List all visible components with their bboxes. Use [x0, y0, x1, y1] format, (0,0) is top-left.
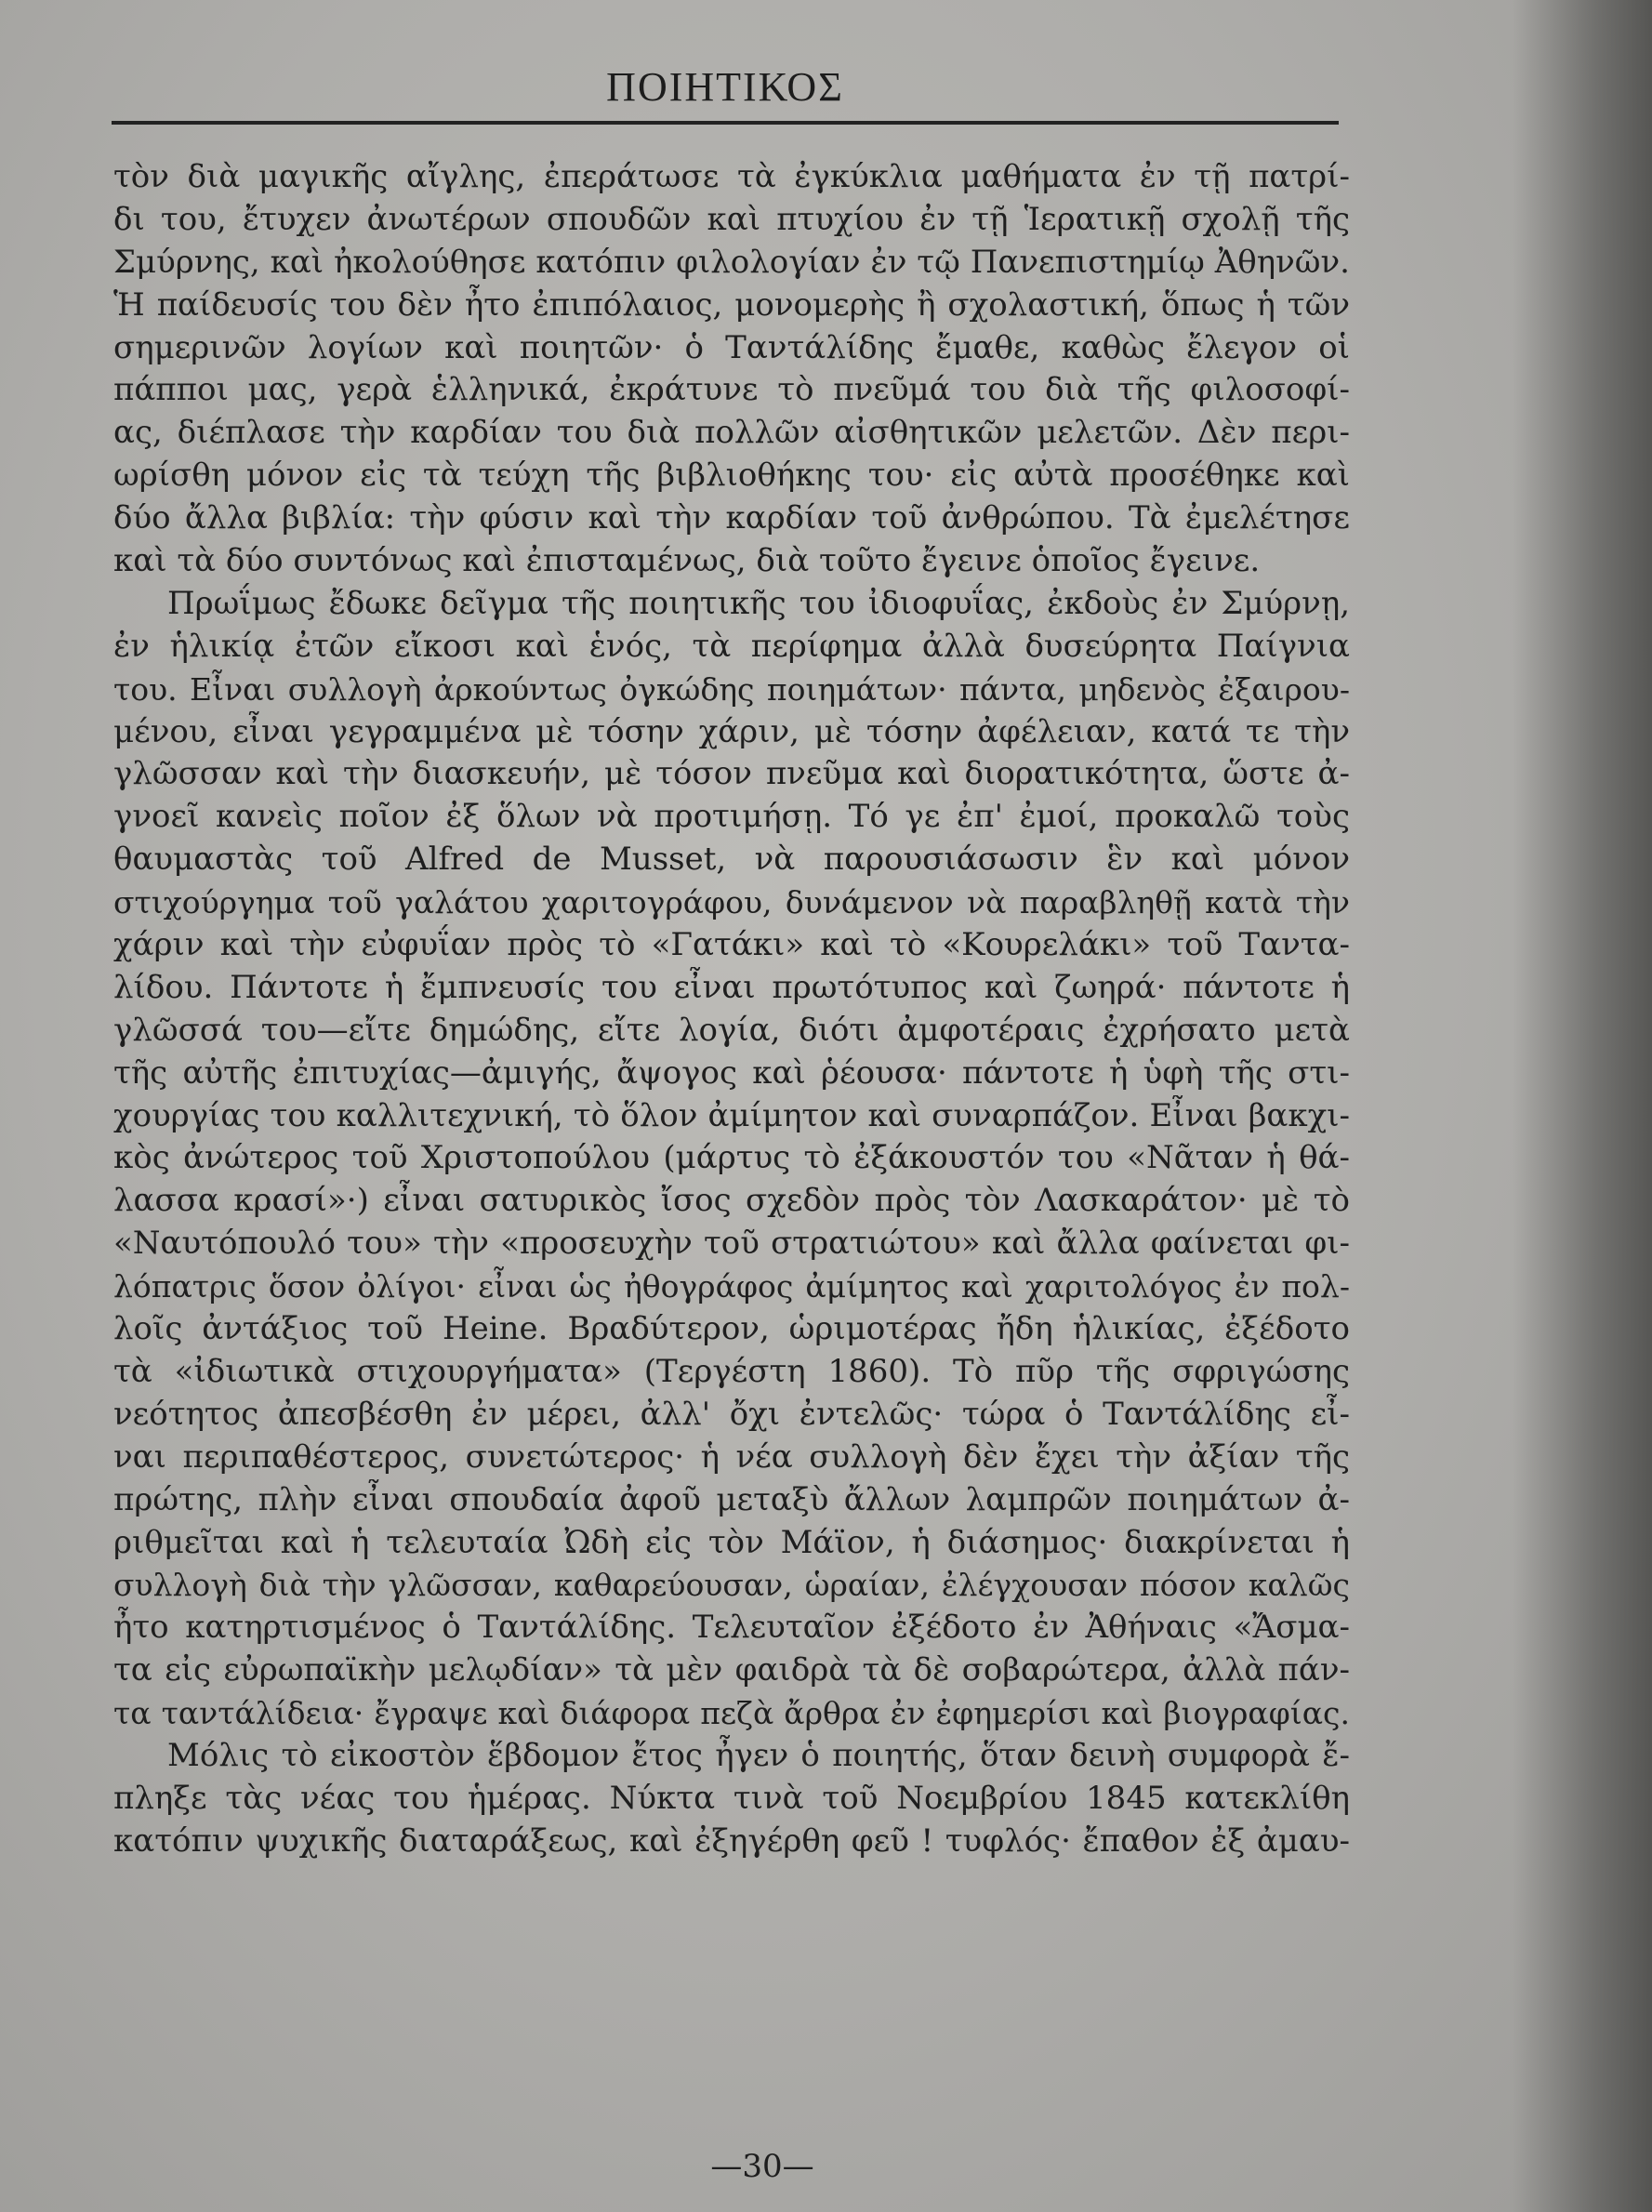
body-text — [113, 156, 1350, 1863]
text-line: γνοεῖ κανεὶς ποῖον ἐξ ὅλων νὰ προτιμήσῃ. Τό γε ἐπ' ἐμοί, προκαλῶ τοὺς — [113, 798, 1350, 836]
text-line: Σμύρνης, καὶ ἠκολούθησε κατόπιν φιλολογίαν ἐν τῷ Πανεπιστημίῳ Ἀθηνῶν. — [113, 243, 1350, 281]
text-line: χάριν καὶ τὴν εὐφυΐαν πρὸς τὸ «Γατάκι» καὶ τὸ «Κουρελάκι» τοῦ Ταντα- — [113, 926, 1350, 964]
text-line: πάπποι μας, γερὰ ἑλληνικά, ἐκράτυνε τὸ πνεῦμά του διὰ τῆς φιλοσοφί- — [113, 371, 1350, 409]
text-line: τα ταντάλίδεια· ἔγραψε καὶ διάφορα πεζὰ ἄρθρα ἐν ἐφημερίσι καὶ βιογραφίας. — [113, 1695, 1350, 1732]
text-line: ωρίσθη μόνον εἰς τὰ τεύχη τῆς βιβλιοθήκης του· εἰς αὐτὰ προσέθηκε καὶ — [113, 457, 1350, 495]
text-line: τὰ «ἰδιωτικὰ στιχουργήματα» (Τεργέστη 1860). Τὸ πῦρ τῆς σφριγώσης — [113, 1352, 1350, 1390]
page-number: —30— — [710, 2148, 814, 2185]
text-line: γλῶσσαν καὶ τὴν διασκευήν, μὲ τόσον πνεῦμα καὶ διορατικότητα, ὥστε ἀ- — [113, 755, 1350, 793]
text-line: στιχούργημα τοῦ γαλάτου χαριτογράφου, δυνάμενον νὰ παραβληθῇ κατὰ τὴν — [113, 884, 1350, 921]
text-line: ας, διέπλασε τὴν καρδίαν του διὰ πολλῶν αἰσθητικῶν μελετῶν. Δὲν περι- — [113, 414, 1350, 452]
text-line: Ἡ παίδευσίς του δὲν ἦτο ἐπιπόλαιος, μονομερὴς ἢ σχολαστική, ὅπως ἡ τῶν — [113, 285, 1350, 324]
text-line: καὶ τὰ δύο συντόνως καὶ ἐπισταμένως, διὰ τοῦτο ἔγεινε ὁποῖος ἔγεινε. — [113, 542, 1261, 580]
text-line: πληξε τὰς νέας του ἡμέρας. Νύκτα τινὰ τοῦ Νοεμβρίου 1845 κατεκλίθη — [113, 1779, 1350, 1817]
text-line: θαυμαστὰς τοῦ Alfred de Musset, νὰ παρουσιάσωσιν ἓν καὶ μόνον — [113, 841, 1350, 879]
text-line: ἦτο κατηρτισμένος ὁ Ταντάλίδης. Τελευταῖον ἐξέδοτο ἐν Ἀθήναις «Ἄσμα- — [113, 1609, 1350, 1647]
text-line: κατόπιν ψυχικῆς διαταράξεως, καὶ ἐξηγέρθη φεῦ ! τυφλός· ἔπαθον ἐξ ἀμαυ- — [113, 1821, 1350, 1860]
text-line: ριθμεῖται καὶ ἡ τελευταία Ὠδὴ εἰς τὸν Μάϊον, ἡ διάσημος· διακρίνεται ἡ — [113, 1523, 1350, 1561]
text-line: πρώτης, πλὴν εἶναι σπουδαία ἀφοῦ μεταξὺ ἄλλων λαμπρῶν ποιημάτων ἀ- — [113, 1480, 1350, 1518]
text-line: λίδου. Πάντοτε ἡ ἔμπνευσίς του εἶναι πρωτότυπος καὶ ζωηρά· πάντοτε ἡ — [113, 968, 1350, 1006]
text-line: συλλογὴ διὰ τὴν γλῶσσαν, καθαρεύουσαν, ὡραίαν, ἐλέγχουσαν πόσον καλῶς — [113, 1567, 1350, 1604]
text-line: Μόλις τὸ εἰκοστὸν ἕβδομον ἔτος ἦγεν ὁ ποιητής, ὅταν δεινὴ συμφορὰ ἔ- — [167, 1736, 1350, 1774]
text-line: Πρωΐμως ἔδωκε δεῖγμα τῆς ποιητικῆς του ἰδιοφυΐας, ἐκδοὺς ἐν Σμύρνῃ, — [167, 584, 1350, 622]
text-line: «Ναυτόπουλό του» τὴν «προσευχὴν τοῦ στρατιώτου» καὶ ἄλλα φαίνεται φι- — [113, 1225, 1350, 1263]
text-line: νεότητος ἀπεσβέσθη ἐν μέρει, ἀλλ' ὄχι ἐντελῶς· τώρα ὁ Ταντάλίδης εἶ- — [113, 1395, 1350, 1433]
text-line: μένου, εἶναι γεγραμμένα μὲ τόσην χάριν, μὲ τόσην ἀφέλειαν, κατά τε τὴν — [113, 712, 1350, 750]
header-rule — [112, 121, 1339, 125]
text-line: κὸς ἀνώτερος τοῦ Χριστοπούλου (μάρτυς τὸ ἐξάκουστόν του «Νᾶταν ἡ θά- — [113, 1139, 1350, 1177]
text-line: λόπατρις ὅσον ὀλίγοι· εἶναι ὡς ἠθογράφος ἀμίμητος καὶ χαριτολόγος ἐν πολ- — [113, 1268, 1350, 1305]
page-header — [112, 63, 1339, 111]
text-line: δύο ἄλλα βιβλία: τὴν φύσιν καὶ τὴν καρδίαν τοῦ ἀνθρώπου. Τὰ ἐμελέτησε — [113, 499, 1350, 537]
text-line: τα εἰς εὐρωπαϊκὴν μελῳδίαν» τὰ μὲν φαιδρὰ τὰ δὲ σοβαρώτερα, ἀλλὰ πάν- — [113, 1651, 1350, 1689]
text-line: λοῖς ἀντάξιος τοῦ Heine. Βραδύτερον, ὡριμοτέρας ἤδη ἡλικίας, ἐξέδοτο — [113, 1310, 1350, 1348]
text-line: γλῶσσά του—εἴτε δημώδης, εἴτε λογία, διότι ἀμφοτέραις ἐχρήσατο μετὰ — [113, 1011, 1350, 1049]
text-line: σημερινῶν λογίων καὶ ποιητῶν· ὁ Ταντάλίδης ἔμαθε, καθὼς ἔλεγον οἱ — [113, 328, 1350, 366]
page-gutter-shadow — [1513, 0, 1652, 2212]
text-line: λασσα κρασί»·) εἶναι σατυρικὸς ἴσος σχεδὸν πρὸς τὸν Λασκαράτον· μὲ τὸ — [113, 1182, 1350, 1220]
text-line: δι του, ἔτυχεν ἀνωτέρων σπουδῶν καὶ πτυχίου ἐν τῇ Ἱερατικῇ σχολῇ τῆς — [113, 200, 1350, 238]
text-line: χουργίας του καλλιτεχνική, τὸ ὅλον ἀμίμητον καὶ συναρπάζον. Εἶναι βακχι- — [113, 1096, 1350, 1134]
text-line: τῆς αὐτῆς ἐπιτυχίας—ἀμιγής, ἄψογος καὶ ῥέουσα· πάντοτε ἡ ὑφὴ τῆς στι- — [113, 1053, 1350, 1092]
text-line: ναι περιπαθέστερος, συνετώτερος· ἡ νέα συλλογὴ δὲν ἔχει τὴν ἀξίαν τῆς — [113, 1437, 1350, 1476]
running-title: ΠΟΙΗΤΙΚΟΣ — [606, 64, 844, 110]
text-line: ἐν ἡλικίᾳ ἐτῶν εἴκοσι καὶ ἑνός, τὰ περίφημα ἀλλὰ δυσεύρητα Παίγνια — [113, 627, 1350, 665]
text-line: τὸν διὰ μαγικῆς αἴγλης, ἐπεράτωσε τὰ ἐγκύκλια μαθήματα ἐν τῇ πατρί- — [113, 158, 1350, 195]
text-line: του. Εἶναι συλλογὴ ἀρκούντως ὀγκώδης ποιημάτων· πάντα, μηδενὸς ἐξαιρου- — [113, 670, 1350, 708]
